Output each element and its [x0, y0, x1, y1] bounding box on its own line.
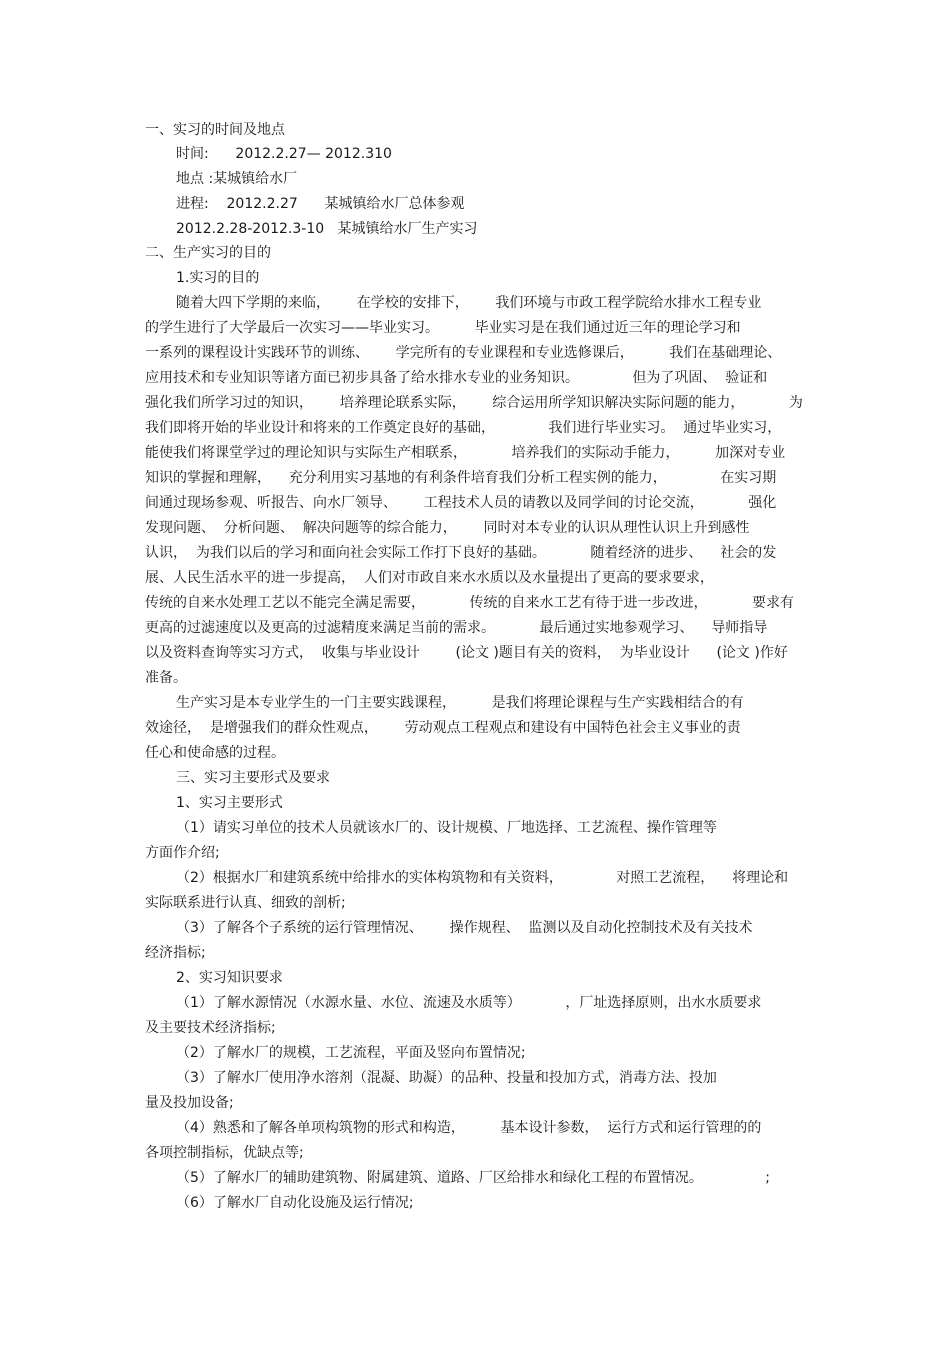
- paragraph-line: 任心和使命感的过程。: [145, 745, 285, 761]
- paragraph-line: 生产实习是本专业学生的一门主要实践课程， 是我们将理论课程与生产实践相结合的有: [176, 695, 744, 711]
- paragraph-line: 发现问题、 分析问题、 解决问题等的综合能力， 同时对本专业的认识从理性认识上升到感性: [145, 520, 750, 536]
- paragraph-line: 展、人民生活水平的进一步提高， 人们对市政自来水水质以及水量提出了更高的要求要求，: [145, 570, 714, 586]
- text-line: 地点 :某城镇给水厂: [176, 171, 298, 187]
- list-item-continuation: 及主要技术经济指标;: [145, 1020, 276, 1036]
- list-item-continuation: 实际联系进行认真、细致的剖析;: [145, 895, 346, 911]
- paragraph-line: 能使我们将课堂学过的理论知识与实际生产相联系， 培养我们的实际动手能力， 加深对专业: [145, 445, 786, 461]
- text-line: 进程: 2012.2.27 某城镇给水厂总体参观: [176, 196, 465, 212]
- list-item: （3）了解各个子系统的运行管理情况、 操作规程、 监测以及自动化控制技术及有关技术: [176, 920, 753, 936]
- text-line: 2012.2.28-2012.3-10 某城镇给水厂生产实习: [176, 221, 478, 237]
- list-item-continuation: 经济指标;: [145, 945, 206, 961]
- subsection-heading: 1、实习主要形式: [176, 795, 283, 811]
- paragraph-line: 以及资料查询等实习方式， 收集与毕业设计 (论文 )题目有关的资料， 为毕业设计 (论文 )作好: [145, 645, 788, 661]
- paragraph-line: 的学生进行了大学最后一次实习——毕业实习。 毕业实习是在我们通过近三年的理论学习和: [145, 320, 741, 336]
- subsection-heading: 1.实习的目的: [176, 270, 260, 286]
- list-item-continuation: 方面作介绍;: [145, 845, 220, 861]
- paragraph-line: 更高的过滤速度以及更高的过滤精度来满足当前的需求。 最后通过实地参观学习、 导师指导: [145, 620, 768, 636]
- paragraph-line: 随着大四下学期的来临， 在学校的安排下， 我们环境与市政工程学院给水排水工程专业: [176, 295, 762, 311]
- section-heading: 二、生产实习的目的: [145, 245, 271, 261]
- paragraph-line: 我们即将开始的毕业设计和将来的工作奠定良好的基础， 我们进行毕业实习。 通过毕业实习，: [145, 420, 782, 436]
- paragraph-line: 间通过现场参观、听报告、向水厂领导、 工程技术人员的请教以及同学间的讨论交流， 强化: [145, 495, 777, 511]
- list-item: （2）根据水厂和建筑系统中给排水的实体构筑物和有关资料， 对照工艺流程， 将理论和: [176, 870, 789, 886]
- paragraph-line: 应用技术和专业知识等诸方面已初步具备了给水排水专业的业务知识。 但为了巩固、 验证和: [145, 370, 768, 386]
- list-item-continuation: 各项控制指标，优缺点等;: [145, 1145, 304, 1161]
- list-item: （5）了解水厂的辅助建筑物、附属建筑、道路、厂区给排水和绿化工程的布置情况。 ;: [176, 1170, 770, 1186]
- paragraph-line: 认识， 为我们以后的学习和面向社会实际工作打下良好的基础。 随着经济的进步、 社会的发: [145, 545, 777, 561]
- paragraph-line: 效途径， 是增强我们的群众性观点， 劳动观点工程观点和建设有中国特色社会主义事业的责: [145, 720, 741, 736]
- list-item-continuation: 量及投加设备;: [145, 1095, 234, 1111]
- paragraph-line: 知识的掌握和理解， 充分利用实习基地的有利条件培育我们分析工程实例的能力， 在实习期: [145, 470, 777, 486]
- list-item: （6）了解水厂自动化设施及运行情况;: [176, 1195, 414, 1211]
- paragraph-line: 一系列的课程设计实践环节的训练、 学完所有的专业课程和专业选修课后， 我们在基础理论、: [145, 345, 782, 361]
- list-item: （2）了解水厂的规模，工艺流程，平面及竖向布置情况;: [176, 1045, 526, 1061]
- paragraph-line: 传统的自来水处理工艺以不能完全满足需要， 传统的自来水工艺有待于进一步改进， 要求有: [145, 595, 795, 611]
- paragraph-line: 强化我们所学习过的知识， 培养理论联系实际， 综合运用所学知识解决实际问题的能力， 为: [145, 395, 803, 411]
- list-item: （3）了解水厂使用净水溶剂（混凝、助凝）的品种、投量和投加方式，消毒方法、投加: [176, 1070, 717, 1086]
- list-item: （1）请实习单位的技术人员就该水厂的、设计规模、厂地选择、工艺流程、操作管理等: [176, 820, 717, 836]
- section-heading: 三、实习主要形式及要求: [176, 770, 330, 786]
- list-item: （4）熟悉和了解各单项构筑物的形式和构造， 基本设计参数， 运行方式和运行管理的的: [176, 1120, 762, 1136]
- list-item: （1）了解水源情况（水源水量、水位、流速及水质等） ，厂址选择原则，出水水质要求: [176, 995, 762, 1011]
- paragraph-line: 准备。: [145, 670, 187, 686]
- text-line: 时间: 2012.2.27— 2012.310: [176, 146, 392, 162]
- subsection-heading: 2、实习知识要求: [176, 970, 283, 986]
- section-heading: 一、实习的时间及地点: [145, 122, 285, 138]
